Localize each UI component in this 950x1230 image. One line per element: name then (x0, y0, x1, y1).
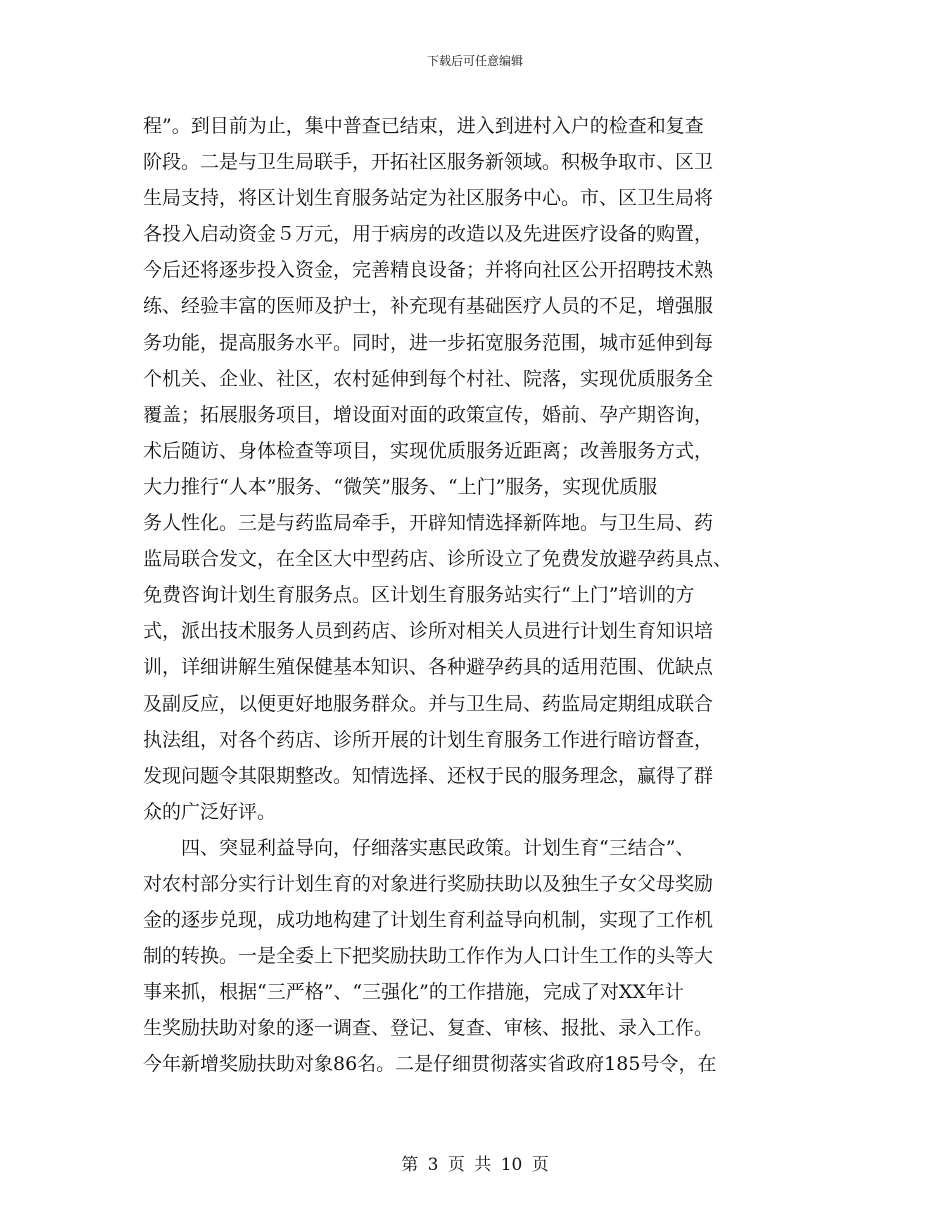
text-line: 及副反应，以便更好地服务群众。并与卫生局、药监局定期组成联合 (143, 692, 714, 715)
text-line: 今年新增奖励扶助对象86名。二是仔细贯彻落实省政府185号令，在 (143, 1053, 717, 1076)
text-line: 练、经验丰富的医师及护士，补充现有基础医疗人员的不足，增强服 (143, 295, 714, 318)
text-line: 覆盖；拓展服务项目，增设面对面的政策宣传，婚前、孕产期咨询， (143, 403, 714, 426)
text-line: 术后随访、身体检查等项目，实现优质服务近距离；改善服务方式， (143, 439, 714, 462)
text-line: 个机关、企业、社区，农村延伸到每个村社、院落，实现优质服务全 (143, 367, 714, 390)
page-number-footer: 第 3 页 共 10 页 (401, 1155, 549, 1175)
document-body (143, 108, 803, 1083)
text-line: 发现问题令其限期整改。知情选择、还权于民的服务理念，赢得了群 (143, 764, 714, 787)
text-line: 对农村部分实行计划生育的对象进行奖励扶助以及独生子女父母奖励 (143, 872, 714, 895)
paragraph-start-line: 四、突显利益导向，仔细落实惠民政策。计划生育“三结合”、 (181, 836, 695, 859)
text-line: 生局支持，将区计划生育服务站定为社区服务中心。市、区卫生局将 (143, 187, 714, 210)
text-line: 生奖励扶助对象的逐一调查、登记、复查、审核、报批、录入工作。 (143, 1017, 714, 1040)
text-line: 执法组，对各个药店、诊所开展的计划生育服务工作进行暗访督查， (143, 728, 714, 751)
text-line: 金的逐步兑现，成功地构建了计划生育利益导向机制，实现了工作机 (143, 909, 714, 932)
text-line: 免费咨询计划生育服务点。区计划生育服务站实行“上门”培训的方 (143, 584, 695, 607)
text-line: 监局联合发文，在全区大中型药店、诊所设立了免费发放避孕药具点、 (143, 548, 733, 571)
text-line: 训，详细讲解生殖保健基本知识、各种避孕药具的适用范围、优缺点 (143, 656, 714, 679)
text-line: 今后还将逐步投入资金，完善精良设备；并将向社区公开招聘技术熟 (143, 259, 714, 282)
text-line: 务人性化。三是与药监局牵手，开辟知情选择新阵地。与卫生局、药 (143, 512, 714, 535)
text-line: 事来抓，根据“三严格”、“三强化”的工作措施，完成了对XX年计 (143, 981, 684, 1004)
text-line: 程”。到目前为止，集中普查已结束，进入到进村入户的检查和复查 (143, 115, 704, 137)
text-line: 大力推行“人本”服务、“微笑”服务、“上门”服务，实现优质服 (143, 475, 658, 498)
text-line: 务功能，提高服务水平。同时，进一步拓宽服务范围，城市延伸到每 (143, 331, 714, 354)
text-line: 式，派出技术服务人员到药店、诊所对相关人员进行计划生育知识培 (143, 620, 714, 643)
text-line: 制的转换。一是全委上下把奖励扶助工作作为人口计生工作的头等大 (143, 945, 714, 968)
text-line: 各投入启动资金５万元，用于病房的改造以及先进医疗设备的购置， (143, 223, 714, 246)
page-header-note: 下载后可任意编辑 (426, 54, 523, 68)
text-line: 众的广泛好评。 (143, 800, 277, 823)
text-line: 阶段。二是与卫生局联手，开拓社区服务新领域。积极争取市、区卫 (143, 151, 714, 174)
